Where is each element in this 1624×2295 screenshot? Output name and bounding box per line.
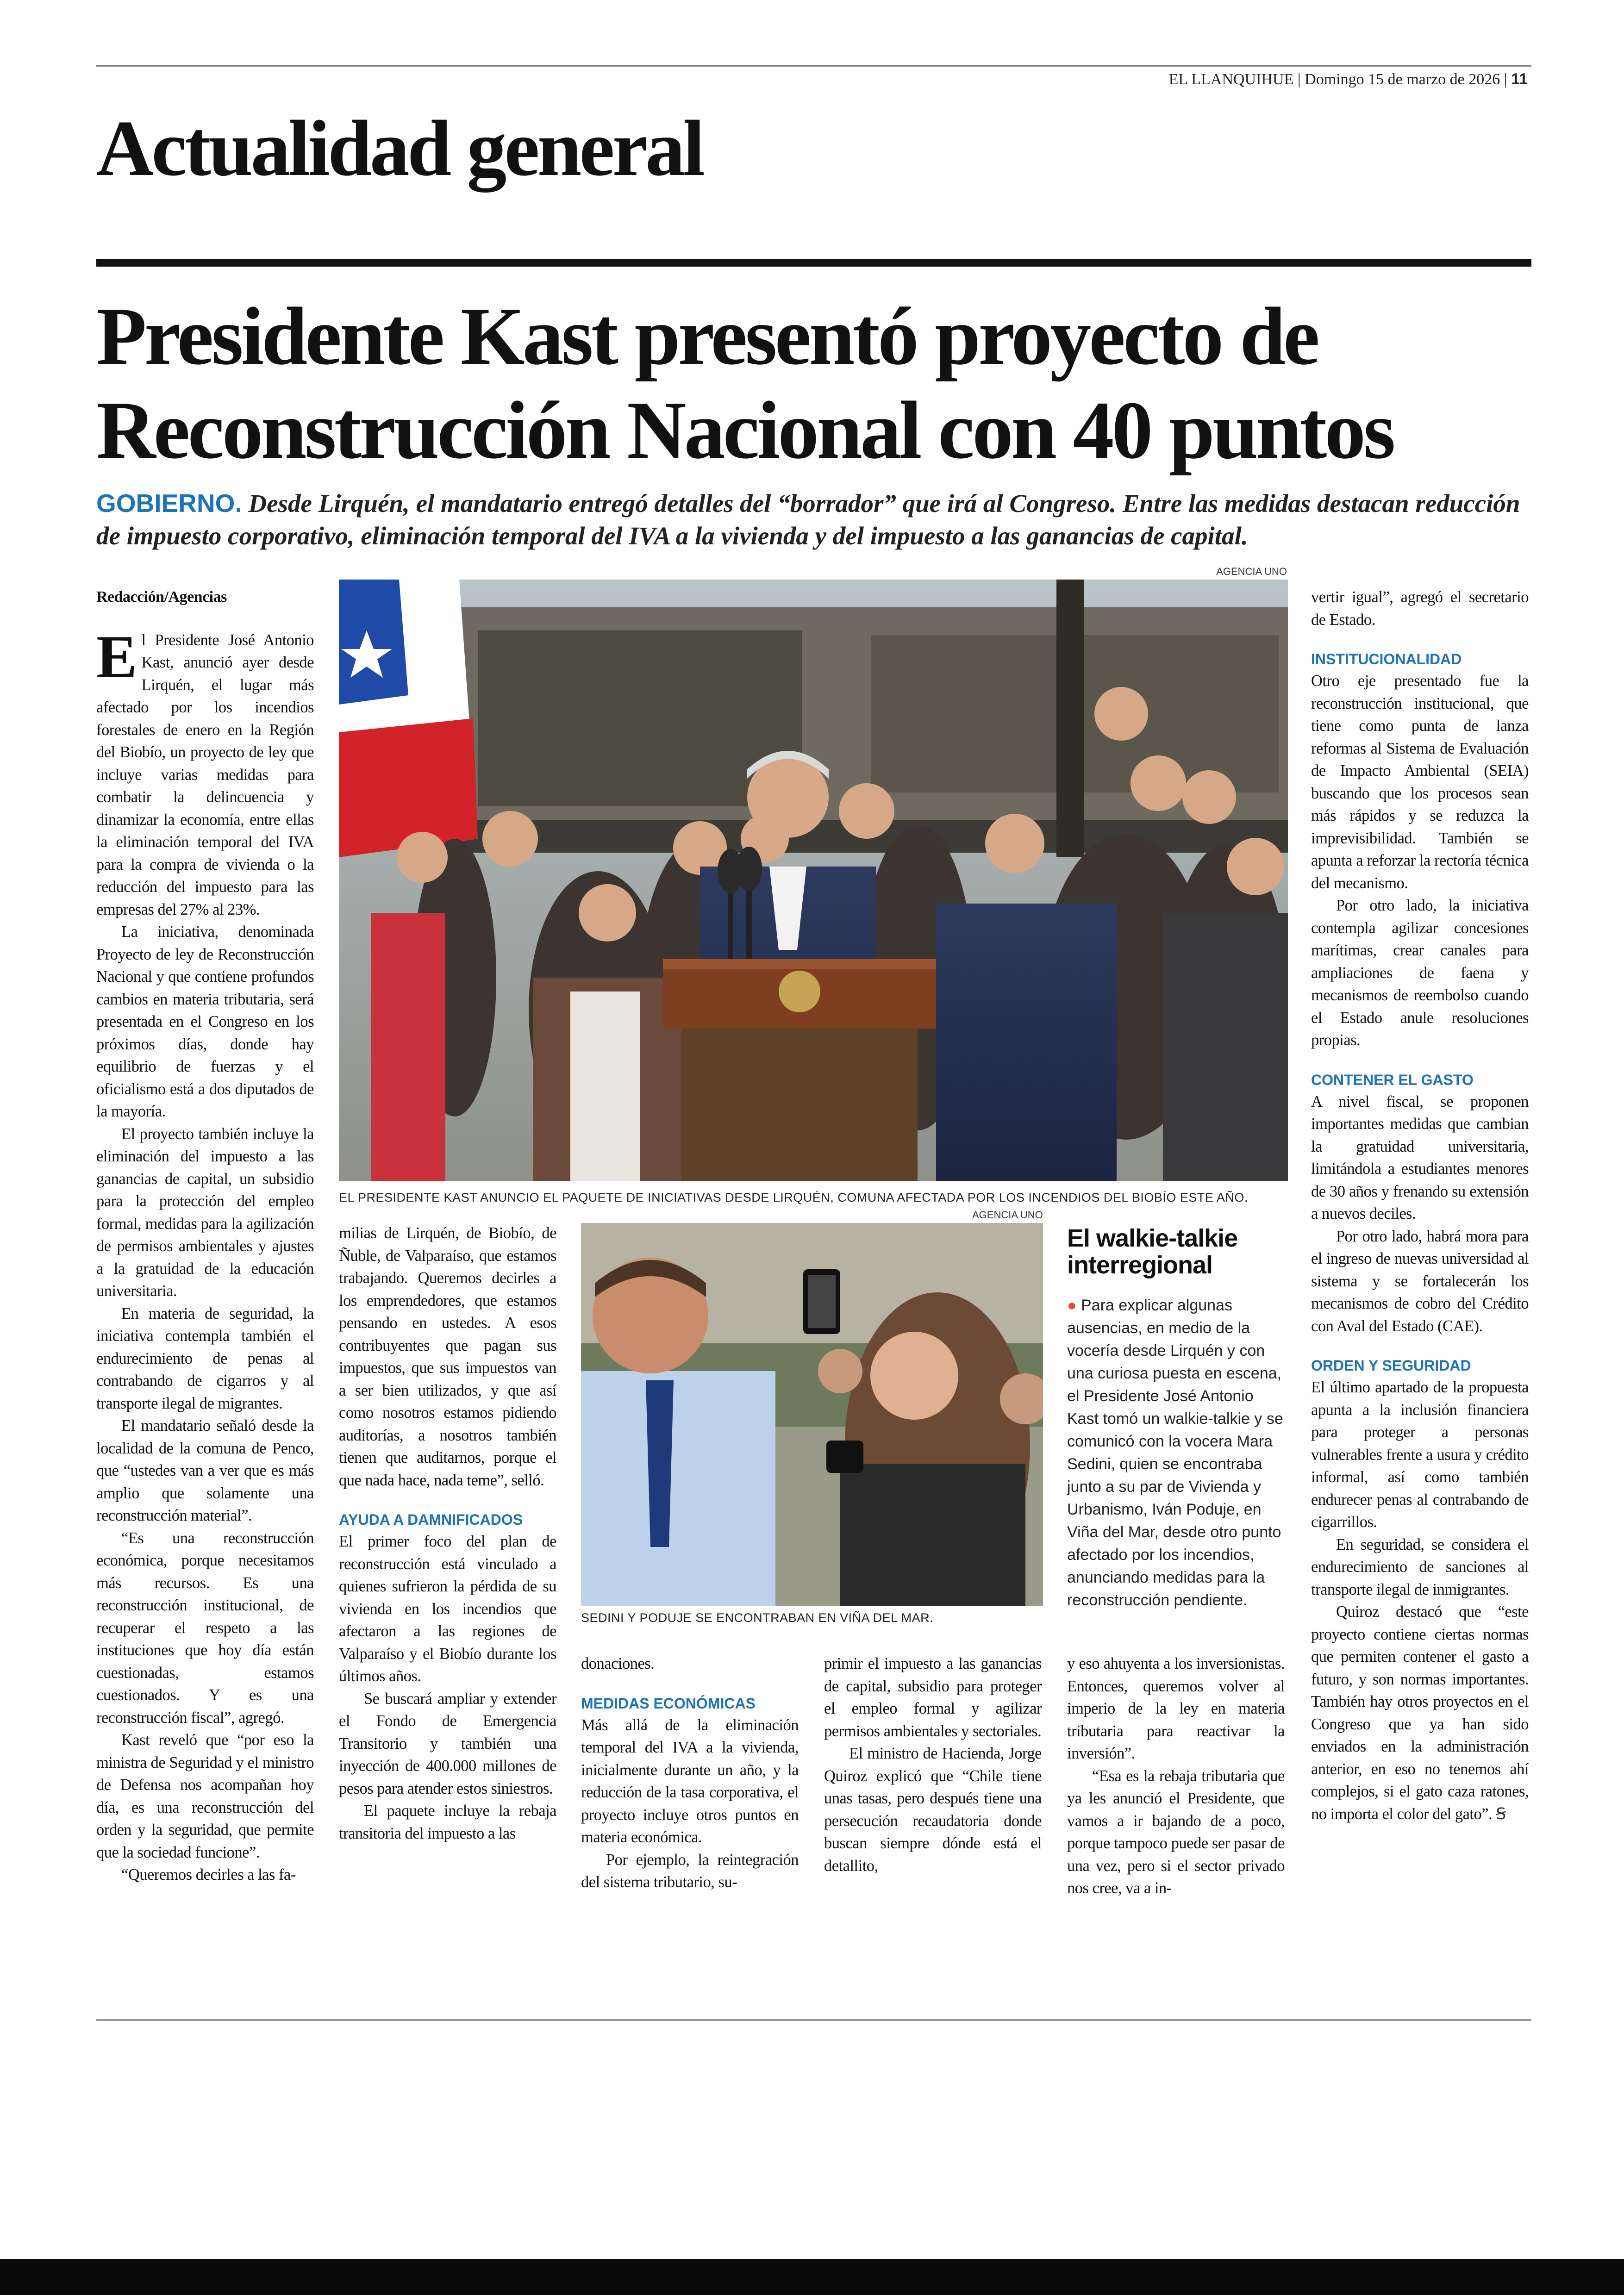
paragraph: y eso ahuyenta a los inversionistas. Entonces, queremos volver al imperio de la ley en materia tributaria para reactivar la inversión”. xyxy=(1067,1655,1285,1762)
end-mark-icon: Ꞩ xyxy=(1496,1805,1506,1823)
footer-bar xyxy=(0,2259,1624,2295)
subheading: MEDIDAS ECONÓMICAS xyxy=(581,1695,756,1712)
deck-kicker: GOBIERNO. xyxy=(96,489,242,518)
paragraph: El paquete incluye la rebaja transitoria del impuesto a las xyxy=(339,1802,556,1842)
byline: Redacción/Agencias xyxy=(96,588,227,605)
subheading: INSTITUCIONALIDAD xyxy=(1311,651,1462,667)
subheading: AYUDA A DAMNIFICADOS xyxy=(339,1511,523,1528)
paragraph: El último apartado de la propuesta apunta a la inclusión financiera para proteger a personas vulnerables frente a usura y crédito informal, así como también endurecer penas al contrabando de cigarrillos. xyxy=(1311,1378,1529,1531)
paragraph: El proyecto también incluye la eliminación del impuesto a las ganancias de capital, un subsidio para la protección del empleo formal, medidas para la agilización de permisos ambientales y ajustes a la gratuidad de la educación universitaria. xyxy=(96,1125,314,1300)
paragraph: “Esa es la rebaja tributaria que ya les anunció el Presidente, que vamos a ir bajando de a poco, porque tampoco puede ser pasar de una vez, pero si el sector privado nos cree, va a in- xyxy=(1067,1767,1285,1897)
deck xyxy=(96,487,1536,553)
paragraph: Quiroz destacó que “este proyecto contiene ciertas normas que permiten contener el gasto a futuro, y son normas importantes. También hay otros proyectos en el Congreso que ya han sido enviados en la administración anterior, en eso no tenemos ahí complejos, si el gato caza ratones, no importa el color del gato”. Ꞩ xyxy=(1311,1603,1529,1823)
paragraph: En materia de seguridad, la iniciativa contempla también el endurecimiento de penas al contrabando de cigarros y al transporte ilegal de migrantes. xyxy=(96,1304,314,1412)
paragraph: donaciones. xyxy=(581,1655,655,1672)
paragraph: La iniciativa, denominada Proyecto de ley de Reconstrucción Nacional y que contiene profundos cambios en materia tributaria, será presentada en el Congreso en los próximos días, donde hay equilibrio de fuerzas y el oficialismo está a dos diputados de la mayoría. xyxy=(96,923,314,1120)
paragraph: Otro eje presentado fue la reconstrucción institucional, que tiene como punta de lanza reformas al Sistema de Evaluación de Impacto Ambiental (SEIA) buscando que los procesos sean más rápidos y se reduzca la imprevisibilidad. También se apunta a reforzar la rectoría técnica del mecanismo. xyxy=(1311,672,1529,892)
second-photo-image xyxy=(581,1223,1043,1606)
top-rule xyxy=(96,65,1531,67)
masthead-paper: EL LLANQUIHUE xyxy=(1168,71,1294,88)
paragraph: Por ejemplo, la reintegración del sistema tributario, su- xyxy=(581,1851,799,1891)
article-column-4 xyxy=(824,1653,1042,1877)
sidebar-body xyxy=(1067,1294,1285,1612)
paragraph: vertir igual”, agregó el secretario de Estado. xyxy=(1311,588,1529,629)
second-photo-caption: SEDINI Y PODUJE SE ENCONTRABAN EN VIÑA DEL MAR. xyxy=(581,1611,934,1625)
headline: Presidente Kast presentó proyecto de Reconstrucción Nacional con 40 puntos xyxy=(96,290,1393,476)
paragraph: El ministro de Hacienda, Jorge Quiroz explicó que “Chile tiene unas tasas, pero después tiene una persecución recaudatoria donde buscan siempre dónde está el detallito, xyxy=(824,1745,1042,1875)
paragraph: Kast reveló que “por eso la ministra de Seguridad y el ministro de Defensa nos acompañan hoy día, es una reconstrucción del orden y la seguridad, que permite que la sociedad funcione”. xyxy=(96,1731,314,1861)
second-photo xyxy=(581,1223,1043,1606)
paragraph: Se buscará ampliar y extender el Fondo de Emergencia Transitorio y también una inyección de 400.000 millones de pesos para atender estos siniestros. xyxy=(339,1690,556,1797)
masthead: EL LLANQUIHUE | Domingo 15 de marzo de 2026 | 11 xyxy=(1168,70,1528,88)
main-photo-image xyxy=(339,580,1288,1181)
paragraph: Por otro lado, la iniciativa contempla agilizar concesiones marítimas, crear canales para ampliaciones de faena y mecanismos de reembolso cuando el Estado anule resoluciones propias. xyxy=(1311,897,1529,1049)
subheading: CONTENER EL GASTO xyxy=(1311,1071,1474,1088)
page-number: 11 xyxy=(1511,70,1528,88)
drop-cap: E xyxy=(96,622,137,691)
paragraph: El primer foco del plan de reconstrucción está vinculado a quienes sufrieron la pérdida de su vivienda en los incendios que afectaron a las regiones de Valparaíso y el Biobío durante los últimos años. xyxy=(339,1533,556,1685)
section-title: Actualidad general xyxy=(96,105,703,193)
deck-text: Desde Lirquén, el mandatario entregó detalles del “borrador” que irá al Congreso. Entre las medidas destacan reducción de impuesto corporativo, eliminación temporal del IVA a la vivienda y del impuesto a las ganancias de capital. xyxy=(96,489,1520,550)
headline-rule xyxy=(96,259,1531,267)
masthead-date: Domingo 15 de marzo de 2026 xyxy=(1305,71,1500,88)
sidebar-title: El walkie-talkie interregional xyxy=(1067,1224,1238,1279)
article-column-1 xyxy=(96,586,314,1886)
paragraph: primir el impuesto a las ganancias de capital, subsidio para proteger el empleo formal y agilizar permisos ambientales y sectoriales. xyxy=(824,1655,1042,1740)
paragraph: En seguridad, se considera el endurecimiento de sanciones al transporte ilegal de inmigrantes. xyxy=(1311,1535,1529,1598)
paragraph: El mandatario señaló desde la localidad de la comuna de Penco, que “ustedes van a ver que es más amplio que solamente una reconstrucción material”. xyxy=(96,1417,314,1524)
photo-credit-main: AGENCIA UNO xyxy=(1216,566,1287,577)
paragraph: Por otro lado, habrá mora para el ingreso de nuevas universidad al sistema y se fortalecerán los mecanismos de cobro del Crédito con Aval del Estado (CAE). xyxy=(1311,1227,1529,1335)
paragraph: A nivel fiscal, se proponen importantes medidas que cambian la gratuidad universitaria, limitándola a estudiantes menores de 30 años y frenando su extensión a nuevos deciles. xyxy=(1311,1092,1529,1222)
article-column-2 xyxy=(339,1222,556,1845)
article-column-3 xyxy=(581,1653,799,1894)
lead-paragraph: El Presidente José Antonio Kast, anunció ayer desde Lirquén, el lugar más afectado por los incendios forestales de enero en la Región del Biobío, un proyecto de ley que incluye varias medidas para combatir la delincuencia y dinamizar la economía, entre ellas la eliminación temporal del IVA para la compra de vivienda o la reducción del impuesto para las empresas del 27% al 23%. xyxy=(96,622,314,918)
paragraph: Más allá de la eliminación temporal del IVA a la vivienda, inicialmente durante un año, y la reducción de la tasa corporativa, el proyecto incluye otros puntos en materia económica. xyxy=(581,1716,799,1846)
sidebar-box xyxy=(1067,1225,1285,1612)
bullet-icon: ● xyxy=(1067,1297,1077,1314)
subheading: ORDEN Y SEGURIDAD xyxy=(1311,1357,1471,1374)
photo-credit-second: AGENCIA UNO xyxy=(972,1209,1043,1221)
bottom-rule xyxy=(96,2019,1531,2021)
paragraph: “Queremos decirles a las fa- xyxy=(121,1866,296,1883)
article-column-6 xyxy=(1311,586,1529,1825)
sidebar-text: Para explicar algunas ausencias, en medio de la vocería desde Lirquén y con una curiosa puesta en escena, el Presidente José Antonio Kast tomó un walkie-talkie y se comunicó con la vocera Mara Sedini, quien se encontraba junto a su par de Vivienda y Urbanismo, Iván Poduje, en Viña del Mar, desde otro punto afectado por los incendios, anunciando medidas para la reconstrucción pendiente. xyxy=(1067,1297,1283,1609)
article-column-5 xyxy=(1067,1653,1285,1900)
paragraph: “Es una reconstrucción económica, porque necesitamos más recursos. Es una reconstrucción institucional, de recuperar el respeto a las instituciones que hoy día están cuestionadas, estamos cuestionados. Y es una reconstrucción fiscal”, agregó. xyxy=(96,1529,314,1727)
paragraph: milias de Lirquén, de Biobío, de Ñuble, de Valparaíso, que estamos trabajando. Queremos decirles a los emprendedores, que estamos pensando en ustedes. A esos contribuyentes que pagan sus impuestos, que sus impuestos van a ser bien utilizados, y que así como nosotros estamos pidiendo auditorías, a nosotros también tienen que auditarnos, porque el que nada hace, nada teme”, selló. xyxy=(339,1224,556,1489)
main-photo-caption: EL PRESIDENTE KAST ANUNCIO EL PAQUETE DE INICIATIVAS DESDE LIRQUÉN, COMUNA AFECTADA POR LOS INCENDIOS DEL BIOBÍO ESTE AÑO. xyxy=(339,1191,1248,1204)
main-photo xyxy=(339,580,1288,1181)
